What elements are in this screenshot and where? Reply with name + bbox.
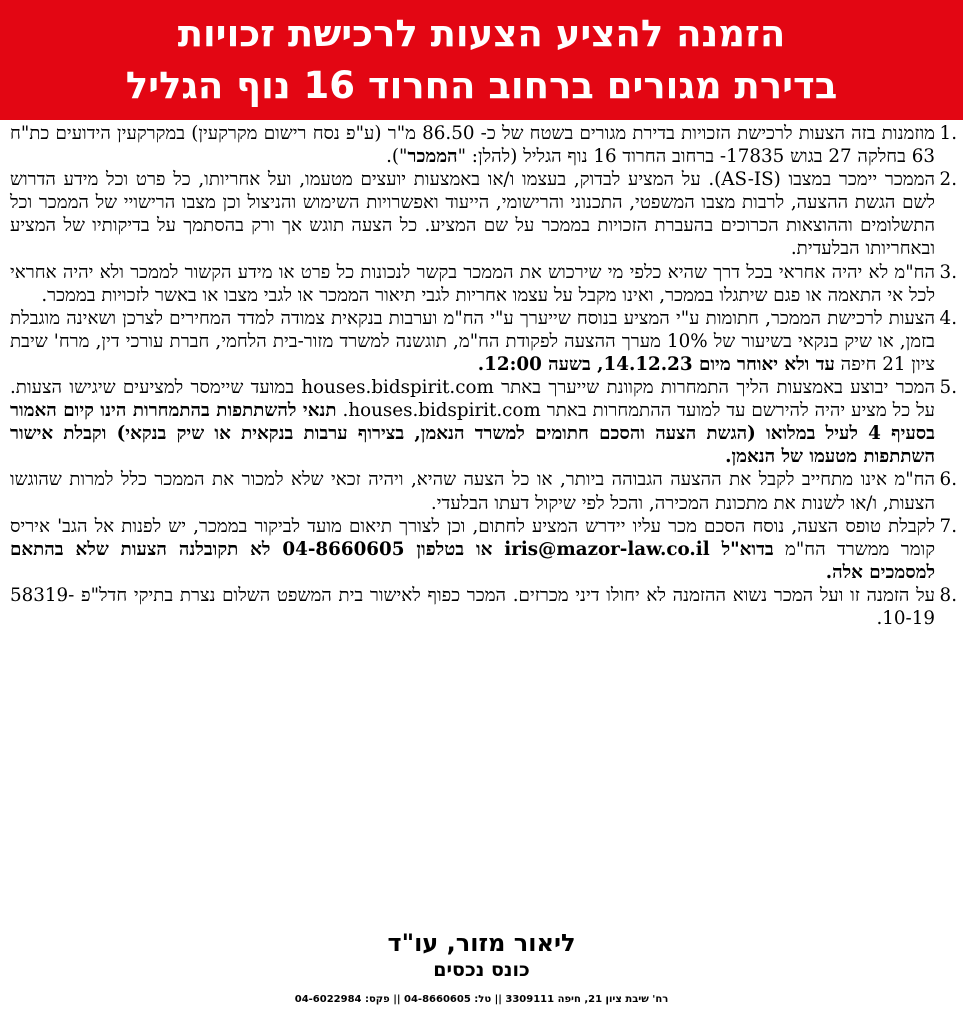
term-text-bold: בדוא"ל iris@mazor-law.co.il או בטלפון 04-8660605 לא תקובלנה הצעות שלא בהתאם למסמכים אלה. <box>10 538 935 583</box>
term-number: .5 <box>939 377 957 399</box>
title-banner <box>0 0 963 120</box>
term-text <box>10 516 935 583</box>
term-text-segment: על הזמנה זו ועל המכר נשוא ההזמנה לא יחולו דיני מכרזים. המכר כפוף לאישור בית המשפט השלום נצרת בתיקי חדל"פ 58319-10-19. <box>10 584 935 629</box>
contact-details: רח' שיבת ציון 21, חיפה 3309111 || טל: 04-8660605 || פקס: 04-6022984 <box>294 994 669 1005</box>
term-item-4 <box>10 307 957 376</box>
term-text-segment: לקבלת טופס הצעה, נוסח הסכם מכר עליו יידרש המציע לחתום, וכן לצורך תיאום מועד לביקור בממכר, יש לפנות אל הגב' איריס קומר ממשרד הח"מ <box>10 515 935 560</box>
term-text <box>10 585 935 629</box>
term-text <box>10 308 935 375</box>
term-text-segment: מוזמנות בזה הצעות לרכישת הזכויות בדירת מגורים בשטח של כ- 86.50 מ"ר (ע"פ נסח רישום מקרקעין) במקרקעין הידועים כת"ח 63 בחלקה 27 בגוש 17835- ברחוב החרוד 16 נוף הגליל (להלן: " <box>10 123 935 168</box>
term-text-bold: תנאי להשתתפות בהתמחרות הינו קיום האמור בסעיף 4 לעיל במלואו (הגשת הצעה והסכם חתומים למשרד הנאמן, בצירוף ערבות בנקאית או שיק בנקאי) וקבלת אישור השתתפות מטעמו של הנאמן. <box>10 400 935 468</box>
title-line-2: בדירת מגורים ברחוב החרוד 16 נוף הגליל <box>125 64 838 107</box>
term-text-segment: הח"מ לא יהיה אחראי בכל דרך שהיא כלפי מי שירכוש את הממכר בקשר לנכונות כל פרט או מידע הקשור לממכר ולא יהיה אחראי לכל אי התאמה או פגם שיתגלו בממכר, ואינו מקבל על עצמו אחריות לגבי תיאור הממכר או לגבי מצבו או באשר לזכויות בממכר. <box>10 261 935 306</box>
term-item-8 <box>10 584 957 630</box>
term-text <box>10 262 935 306</box>
term-text-segment: הצעות לרכישת הממכר, חתומות ע"י המציע בנוסח שייערך ע"י הח"מ וערבות בנקאית צמודה למדד המחירים לצרכן ושאינה מוגבלת בזמן, או שיק בנקאי בשיעור של 10% מערך ההצעה לפקודת הח"מ, תוגשנה למשרד מזור-בית הלחמי, חברת עורכי דין, מרח' שיבת ציון 21 חיפה <box>10 307 935 375</box>
term-text <box>10 123 935 167</box>
term-number: .8 <box>939 584 957 606</box>
terms-list <box>10 122 957 630</box>
term-text-segment: הממכר יימכר במצבו (AS-IS). על המציע לבדוק, בעצמו ו/או באמצעות יועצים מטעמו, ועל אחריותו, כל פרט וכל מידע הדרוש לשם הגשת ההצעה, לרבות מצבו המשפטי, התכנוני והרישומי, הייעוד ואפשרויות השימוש והניצול וכן מצבו הרישויי של הממכר וכל התשלומים וההוצאות הכרוכים בהעברת הזכויות בממכר על שם המציע. כל הצעה תוגש אך ורק בהסתמך על בדיקותיו של המציע ובאחריותו הבלעדית. <box>10 169 935 260</box>
term-number: .1 <box>939 123 957 144</box>
term-text-segment: "). <box>386 146 408 168</box>
term-item-7 <box>10 515 957 584</box>
term-number: .7 <box>939 515 957 537</box>
term-item-3 <box>10 261 957 307</box>
title-line-1: הזמנה להציע הצעות לרכישת זכויות <box>177 12 786 55</box>
term-text-segment: הח"מ אינו מתחייב לקבל את ההצעה הגבוהה ביותר, או כל הצעה שהיא, ויהיה זכאי שלא למכור את הממכר כלל למרות שהוגשו הצעות, ו/או לשנות את מתכונת המכירה, והכל לפי שיקול דעתו הבלעדי. <box>10 469 935 514</box>
term-text-bold: עד ולא יאוחר מיום 14.12.23, בשעה 12:00. <box>477 353 835 375</box>
term-item-2 <box>10 168 957 260</box>
term-text-bold: הממכר <box>407 146 458 168</box>
signatory-role: כונס נכסים <box>433 959 530 981</box>
term-item-1 <box>10 122 957 168</box>
term-text <box>10 469 935 513</box>
term-number: .2 <box>939 169 957 191</box>
term-number: .3 <box>939 261 957 283</box>
term-item-5 <box>10 376 957 468</box>
signatory-name: ליאור מזור, עו"ד <box>387 929 576 957</box>
term-text <box>10 169 935 259</box>
term-text <box>10 377 935 467</box>
term-text-segment: המכר יבוצע באמצעות הליך התמחרות מקוונת שייערך באתר houses.bidspirit.com במועד שיימסר למציעים שיגישו הצעות. על כל מציע יהיה להירשם עד למועד ההתמחרות באתר houses.bidspirit.com. <box>10 377 935 422</box>
term-number: .4 <box>939 307 957 329</box>
term-item-6 <box>10 468 957 514</box>
term-number: .6 <box>939 469 957 491</box>
